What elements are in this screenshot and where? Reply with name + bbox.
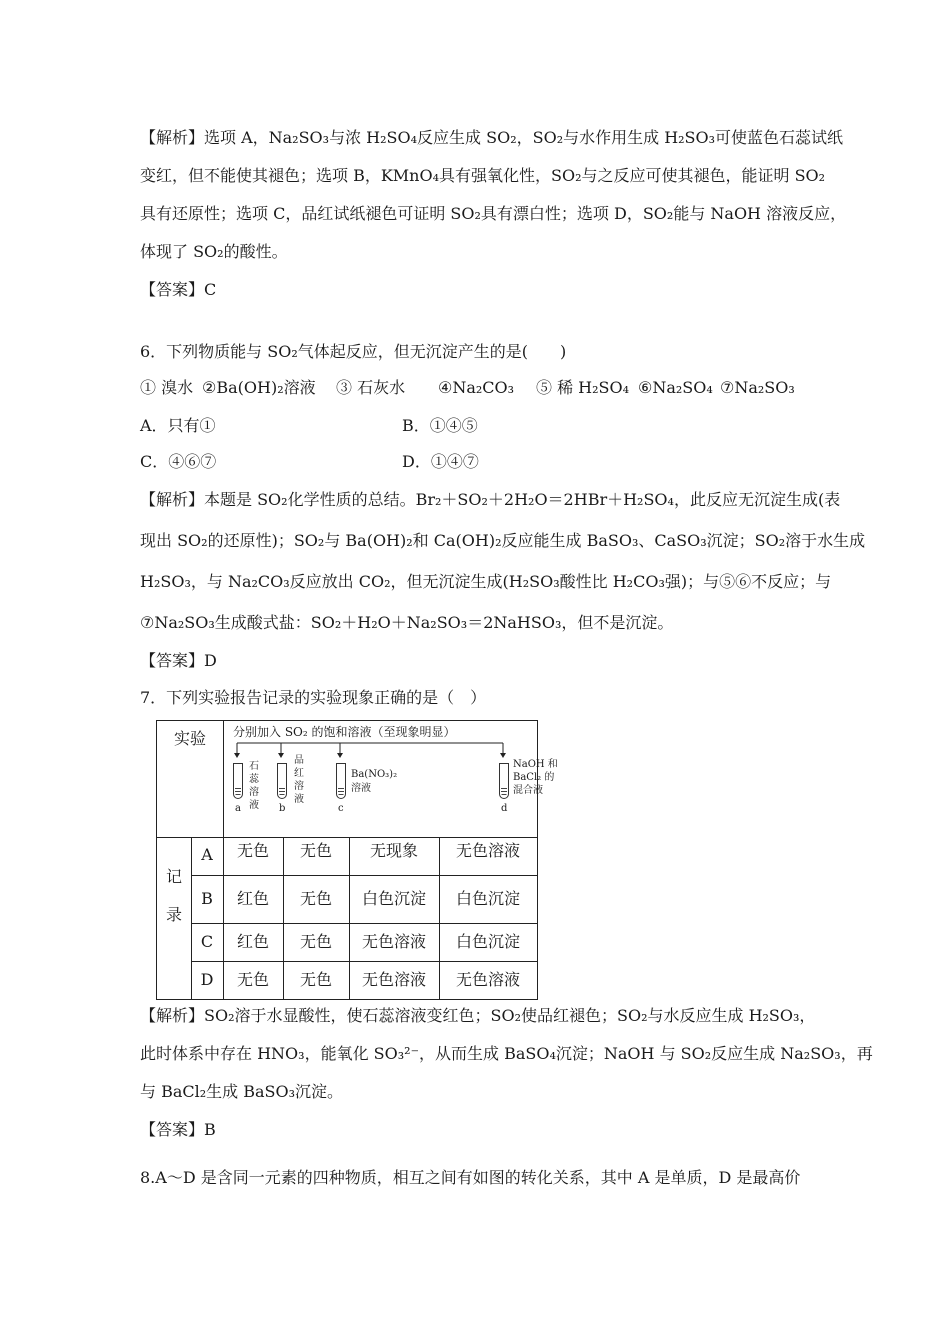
cell-b-2: 无色 bbox=[299, 889, 332, 908]
record-label-2: 录 bbox=[165, 905, 182, 924]
q6-option-c: C．④⑥⑦ bbox=[140, 452, 217, 471]
q7-analysis-line-2: 此时体系中存在 HNO₃，能氧化 SO₃²⁻，从而生成 BaSO₄沉淀；NaOH 与 SO₂反应生成 Na₂SO₃，再 bbox=[140, 1044, 873, 1063]
row-key-d: D bbox=[200, 970, 214, 989]
cell-b-1: 红色 bbox=[236, 889, 269, 908]
cell-a-3: 无现象 bbox=[369, 841, 418, 860]
cell-a-2: 无色 bbox=[299, 841, 332, 860]
cell-c-3: 无色溶液 bbox=[361, 932, 426, 951]
q6-item-2: ②Ba(OH)₂溶液 bbox=[202, 378, 316, 397]
cell-d-2: 无色 bbox=[299, 970, 332, 989]
q6-option-b: B．①④⑤ bbox=[402, 416, 478, 435]
q7-analysis-line-3: 与 BaCl₂生成 BaSO₃沉淀。 bbox=[140, 1082, 344, 1101]
q6-stem: 6．下列物质能与 SO₂气体起反应，但无沉淀产生的是( ) bbox=[140, 342, 567, 361]
experiment-label: 实验 bbox=[173, 729, 206, 748]
cell-d-1: 无色 bbox=[236, 970, 269, 989]
q6-item-6: ⑥Na₂SO₄ bbox=[638, 378, 713, 397]
q5-analysis-line-4: 体现了 SO₂的酸性。 bbox=[140, 242, 288, 261]
tube-b-label-3: 溶 bbox=[294, 781, 304, 792]
q6-item-1: ① 溴水 bbox=[140, 378, 194, 397]
q6-item-3: ③ 石灰水 bbox=[336, 378, 406, 397]
tube-a-label-3: 溶 bbox=[249, 787, 259, 798]
cell-a-4: 无色溶液 bbox=[455, 841, 520, 860]
cell-b-4: 白色沉淀 bbox=[455, 889, 520, 908]
tube-a-label-4: 液 bbox=[249, 800, 259, 811]
tube-d-label-3: 混合液 bbox=[513, 785, 543, 796]
q6-option-d: D．①④⑦ bbox=[402, 452, 479, 471]
tube-c-label-2: 溶液 bbox=[351, 783, 371, 794]
cell-c-4: 白色沉淀 bbox=[455, 932, 520, 951]
q6-option-a: A．只有① bbox=[140, 416, 216, 435]
q5-analysis-line-2: 变红，但不能使其褪色；选项 B，KMnO₄具有强氧化性，SO₂与之反应可使其褪色，能证明 SO₂ bbox=[140, 166, 826, 185]
q6-analysis-line-2: 现出 SO₂的还原性)；SO₂与 Ba(OH)₂和 Ca(OH)₂反应能生成 BaSO₃、CaSO₃沉淀；SO₂溶于水生成 bbox=[140, 531, 866, 550]
cell-c-2: 无色 bbox=[299, 932, 332, 951]
q7-answer: 【答案】B bbox=[140, 1120, 216, 1139]
q5-analysis-line-3: 具有还原性；选项 C，品红试纸褪色可证明 SO₂具有漂白性；选项 D，SO₂能与 NaOH 溶液反应， bbox=[140, 204, 847, 223]
q6-analysis-line-4: ⑦Na₂SO₃生成酸式盐：SO₂＋H₂O＋Na₂SO₃＝2NaHSO₃，但不是沉淀。 bbox=[140, 613, 674, 632]
q6-item-5: ⑤ 稀 H₂SO₄ bbox=[536, 378, 630, 397]
q6-item-4: ④Na₂CO₃ bbox=[438, 378, 515, 397]
tube-b-label-1: 品 bbox=[294, 755, 304, 766]
q7-analysis-line-1: 【解析】SO₂溶于水显酸性，使石蕊溶液变红色；SO₂使品红褪色；SO₂与水反应生成 H₂SO₃， bbox=[140, 1006, 816, 1025]
tube-c-letter: c bbox=[338, 803, 344, 814]
experiment-instruction: 分别加入 SO₂ 的饱和溶液（至现象明显） bbox=[233, 725, 456, 739]
tube-c-label-1: Ba(NO₃)₂ bbox=[351, 769, 398, 780]
q8-stem: 8.A～D 是含同一元素的四种物质，相互之间有如图的转化关系，其中 A 是单质，D 是最高价 bbox=[140, 1168, 801, 1187]
test-tube-b bbox=[277, 763, 287, 799]
q5-analysis-line-1: 【解析】选项 A，Na₂SO₃与浓 H₂SO₄反应生成 SO₂，SO₂与水作用生成 H₂SO₃可使蓝色石蕊试纸 bbox=[140, 128, 844, 147]
tube-d-letter: d bbox=[501, 803, 508, 814]
cell-a-1: 无色 bbox=[236, 841, 269, 860]
test-tube-c bbox=[336, 763, 346, 799]
test-tube-a bbox=[233, 763, 243, 799]
cell-c-1: 红色 bbox=[236, 932, 269, 951]
tube-a-label-1: 石 bbox=[249, 761, 259, 772]
tube-d-label-2: BaCl₂ 的 bbox=[513, 772, 555, 783]
row-key-a: A bbox=[201, 845, 213, 864]
tube-b-label-4: 液 bbox=[294, 794, 304, 805]
q7-stem: 7．下列实验报告记录的实验现象正确的是（ ） bbox=[140, 688, 487, 707]
q5-answer: 【答案】C bbox=[140, 280, 217, 299]
q6-analysis-line-1: 【解析】本题是 SO₂化学性质的总结。Br₂＋SO₂＋2H₂O＝2HBr＋H₂SO₄，此反应无沉淀生成(表 bbox=[140, 490, 841, 509]
arrow-bracket bbox=[227, 739, 527, 761]
row-key-b: B bbox=[201, 889, 213, 908]
q6-item-7: ⑦Na₂SO₃ bbox=[720, 378, 795, 397]
tube-d-label-1: NaOH 和 bbox=[513, 759, 558, 770]
cell-b-3: 白色沉淀 bbox=[361, 889, 426, 908]
record-label-1: 记 bbox=[165, 867, 182, 886]
test-tube-d bbox=[499, 763, 509, 799]
tube-a-label-2: 蕊 bbox=[249, 774, 259, 785]
q6-analysis-line-3: H₂SO₃，与 Na₂CO₃反应放出 CO₂，但无沉淀生成(H₂SO₃酸性比 H₂CO₃强)；与⑤⑥不反应；与 bbox=[140, 572, 832, 591]
cell-d-4: 无色溶液 bbox=[455, 970, 520, 989]
tube-b-label-2: 红 bbox=[294, 768, 304, 779]
tube-a-letter: a bbox=[235, 803, 241, 814]
cell-d-3: 无色溶液 bbox=[361, 970, 426, 989]
q6-answer: 【答案】D bbox=[140, 651, 217, 670]
row-key-c: C bbox=[200, 932, 214, 951]
experiment-table bbox=[156, 720, 558, 1000]
tube-b-letter: b bbox=[279, 803, 286, 814]
